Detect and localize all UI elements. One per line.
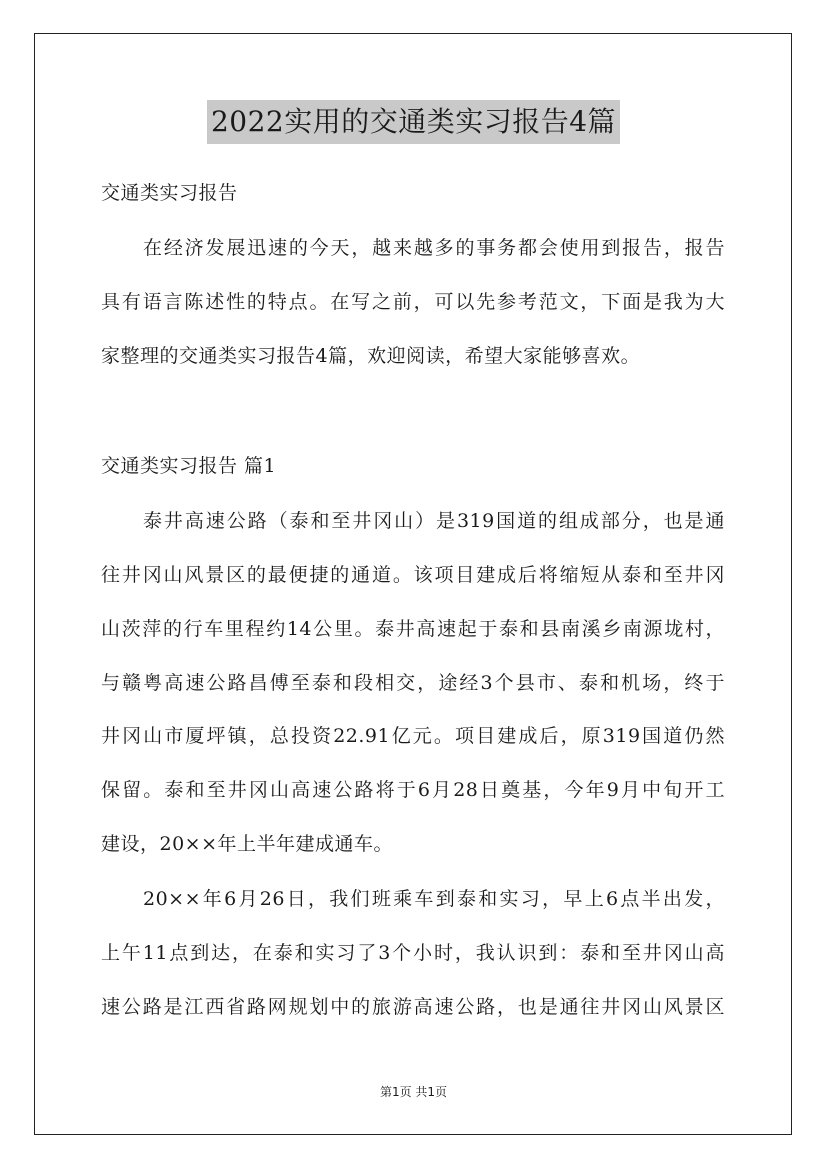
document-title: 2022实用的交通类实习报告4篇: [207, 100, 620, 144]
paragraph-line: 井冈山市厦坪镇，总投资22.91亿元。项目建成后，原319国道仍然: [101, 725, 725, 747]
title-container: [0, 100, 827, 144]
paragraph-line: 保留。泰和至井冈山高速公路将于6月28日奠基，今年9月中旬开工: [101, 779, 725, 801]
paragraph-line: 速公路是江西省路网规划中的旅游高速公路，也是通往井冈山风景区: [101, 996, 725, 1018]
intro-line: 具有语言陈述性的特点。在写之前，可以先参考范文，下面是我为大: [101, 291, 725, 313]
section-heading: 交通类实习报告: [101, 182, 238, 204]
paragraph-line: 建设，20××年上半年建成通车。: [101, 833, 394, 855]
section-heading: 交通类实习报告 篇1: [101, 455, 277, 477]
intro-line: 在经济发展迅速的今天，越来越多的事务都会使用到报告，报告: [143, 237, 725, 259]
page-footer: 第1页 共1页: [379, 1085, 448, 1099]
paragraph-line: 泰井高速公路（泰和至井冈山）是319国道的组成部分，也是通: [143, 510, 725, 532]
paragraph-line: 山茨萍的行车里程约14公里。泰井高速起于泰和县南溪乡南源垅村，: [101, 618, 725, 640]
paragraph-line: 20××年6月26日，我们班乘车到泰和实习，早上6点半出发，: [143, 888, 725, 910]
paragraph-line: 上午11点到达，在泰和实习了3个小时，我认识到：泰和至井冈山高: [101, 942, 725, 964]
paragraph-line: 与赣粤高速公路昌傅至泰和段相交，途经3个县市、泰和机场，终于: [101, 672, 725, 694]
intro-line: 家整理的交通类实习报告4篇，欢迎阅读，希望大家能够喜欢。: [101, 345, 641, 367]
paragraph-line: 往井冈山风景区的最便捷的通道。该项目建成后将缩短从泰和至井冈: [101, 564, 725, 586]
